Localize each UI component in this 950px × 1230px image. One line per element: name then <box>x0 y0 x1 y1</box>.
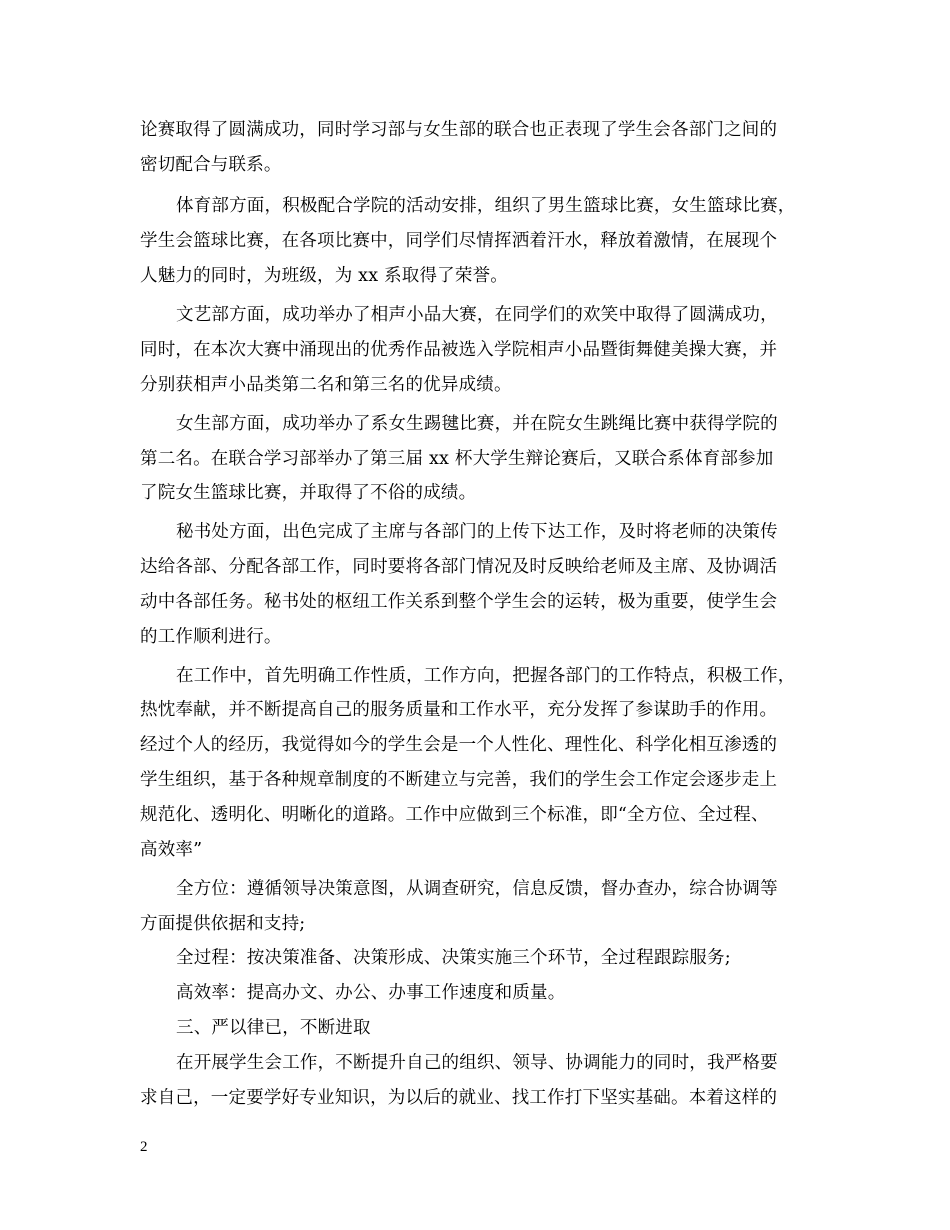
text-line: 第二名。在联合学习部举办了第三届 xx 杯大学生辩论赛后，又联合系体育部参加 <box>140 449 774 469</box>
text-line: 方面提供依据和支持; <box>140 914 306 934</box>
text-line: 的工作顺利进行。 <box>140 627 282 647</box>
section-heading: 三、严以律已，不断进取 <box>176 1018 371 1038</box>
text-line: 了院女生篮球比赛，并取得了不俗的成绩。 <box>140 483 477 503</box>
text-line: 经过个人的经历，我觉得如今的学生会是一个人性化、理性化、科学化相互渗透的 <box>140 735 778 755</box>
text-line: 论赛取得了圆满成功，同时学习部与女生部的联合也正表现了学生会各部门之间的 <box>140 120 778 140</box>
text-line: 达给各部、分配各部工作，同时要将各部门情况及时反映给老师及主席、及协调活 <box>140 557 778 577</box>
text-line: 动中各部任务。秘书处的枢纽工作关系到整个学生会的运转，极为重要，使学生会 <box>140 592 778 612</box>
text-line: 热忱奉献，并不断提高自己的服务质量和工作水平，充分发挥了参谋助手的作用。 <box>140 700 778 720</box>
text-line: 规范化、透明化、明晰化的道路。工作中应做到三个标准，即“全方位、全过程、 <box>140 805 769 825</box>
page-number: 2 <box>140 1139 148 1155</box>
text-line: 人魅力的同时，为班级，为 xx 系取得了荣誉。 <box>140 266 508 286</box>
paragraph-first-line: 体育部方面，积极配合学院的活动安排，组织了男生篮球比赛，女生篮球比赛， <box>176 196 796 216</box>
paragraph-first-line: 全方位：遵循领导决策意图，从调查研究，信息反馈，督办查办，综合协调等 <box>176 879 778 899</box>
paragraph-first-line: 在开展学生会工作，不断提升自己的组织、领导、协调能力的同时，我严格要 <box>176 1053 778 1073</box>
paragraph-first-line: 在工作中，首先明确工作性质，工作方向，把握各部门的工作特点，积极工作， <box>176 666 796 686</box>
text-line: 求自己，一定要学好专业知识，为以后的就业、找工作打下坚实基础。本着这样的 <box>140 1088 778 1108</box>
paragraph-first-line: 文艺部方面，成功举办了相声小品大赛，在同学们的欢笑中取得了圆满成功， <box>176 305 778 325</box>
text-line: 学生组织，基于各种规章制度的不断建立与完善，我们的学生会工作定会逐步走上 <box>140 770 778 790</box>
text-line: 同时，在本次大赛中涌现出的优秀作品被选入学院相声小品暨街舞健美操大赛，并 <box>140 340 778 360</box>
paragraph-first-line: 秘书处方面，出色完成了主席与各部门的上传下达工作，及时将老师的决策传 <box>176 522 778 542</box>
text-line: 学生会篮球比赛，在各项比赛中，同学们尽情挥洒着汗水，释放着激情，在展现个 <box>140 231 778 251</box>
text-line: 分别获相声小品类第二名和第三名的优异成绩。 <box>140 375 512 395</box>
text-line: 高效率” <box>140 840 203 860</box>
paragraph-first-line: 女生部方面，成功举办了系女生踢毽比赛，并在院女生跳绳比赛中获得学院的 <box>176 414 778 434</box>
text-line: 密切配合与联系。 <box>140 155 282 175</box>
paragraph-first-line: 高效率：提高办文、办公、办事工作速度和质量。 <box>176 983 566 1003</box>
paragraph-first-line: 全过程：按决策准备、决策形成、决策实施三个环节，全过程跟踪服务; <box>176 948 731 968</box>
